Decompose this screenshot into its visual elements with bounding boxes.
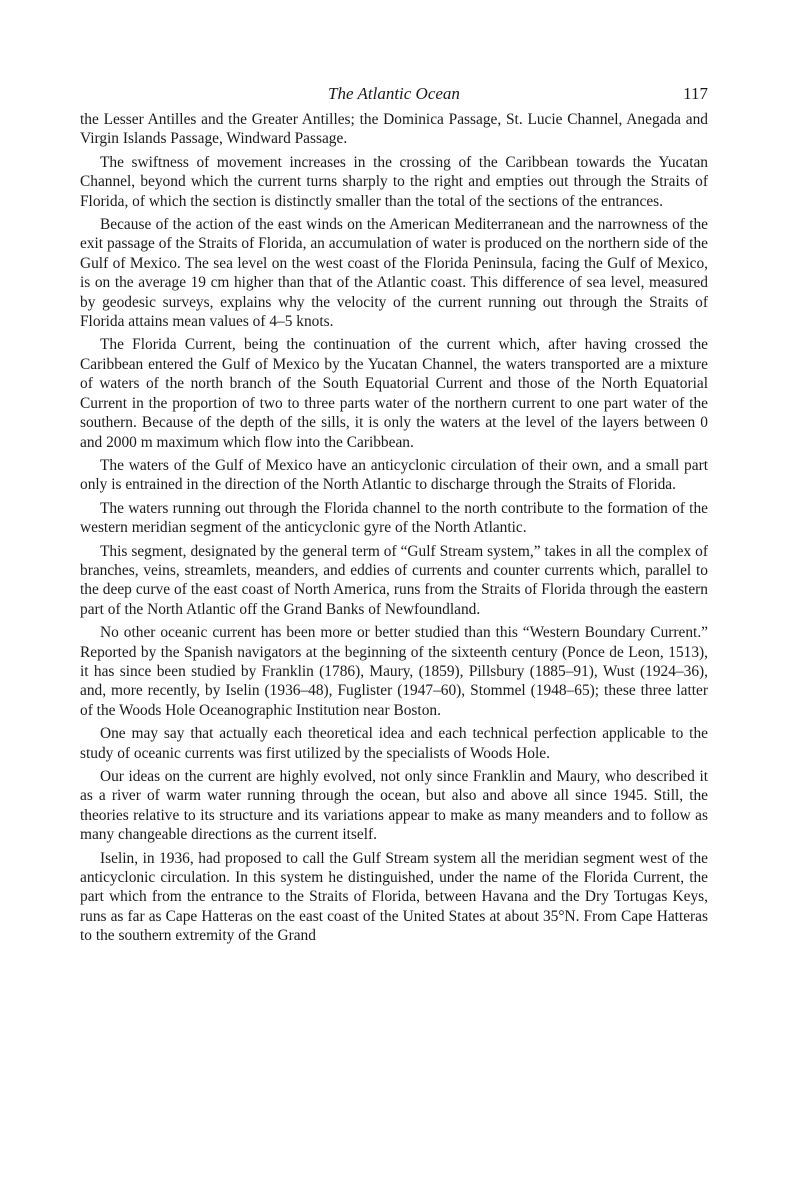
paragraph: Because of the action of the east winds on the American Mediterranean and the narrowness of the exit passage of the Straits of Florida, an accumulation of water is produced on the northern side of the Gulf of Mexico. The sea level on the west coast of the Florida Peninsula, facing the Gulf of Mexico, is on the average 19 cm higher than that of the Atlantic coast. This difference of sea level, measured by geodesic surveys, explains why the velocity of the current running out through the Straits of Florida attains mean values of 4–5 knots. [80,216,708,331]
paragraph: Our ideas on the current are highly evolved, not only since Franklin and Maury, who described it as a river of warm water running through the ocean, but also and above all since 1945. Still, the theories relative to its structure and its variations appear to make as many meanders and to follow as many changeable directions as the current itself. [80,768,708,844]
paragraph: No other oceanic current has been more or better studied than this “Western Boundary Current.” Reported by the Spanish navigators at the beginning of the sixteenth century (Ponce de Leon, 1513), it has since been studied by Franklin (1786), Maury, (1859), Pillsbury (1885–91), Wust (1924–36), and, more recently, by Iselin (1936–48), Fuglister (1947–60), Stommel (1948–65); these three latter of the Woods Hole Oceanographic Institution near Boston. [80,624,708,719]
paragraph: The Florida Current, being the continuation of the current which, after having crossed the Caribbean entered the Gulf of Mexico by the Yucatan Channel, the waters transported are a mixture of waters of the north branch of the South Equatorial Current and those of the North Equatorial Current in the proportion of two to three parts water of the northern current to one part water of the southern. Because of the depth of the sills, it is only the waters at the level of the layers between 0 and 2000 m maximum which flow into the Caribbean. [80,336,708,451]
book-page [80,84,708,950]
running-title: The Atlantic Ocean [328,84,460,103]
paragraph: This segment, designated by the general term of “Gulf Stream system,” takes in all the complex of branches, veins, streamlets, meanders, and eddies of currents and counter currents which, parallel to the deep curve of the east coast of North America, runs from the Straits of Florida through the eastern part of the North Atlantic off the Grand Banks of Newfoundland. [80,542,708,618]
paragraph: the Lesser Antilles and the Greater Antilles; the Dominica Passage, St. Lucie Channel, Anegada and Virgin Islands Passage, Windward Passage. [80,111,708,148]
paragraph: The waters of the Gulf of Mexico have an anticyclonic circulation of their own, and a small part only is entrained in the direction of the North Atlantic to discharge through the Straits of Florida. [80,456,708,494]
running-header [80,84,708,110]
paragraph: The waters running out through the Florida channel to the north contribute to the formation of the western meridian segment of the anticyclonic gyre of the North Atlantic. [80,499,708,537]
body-text [80,110,708,946]
paragraph: One may say that actually each theoretical idea and each technical perfection applicable to the study of oceanic currents was first utilized by the specialists of Woods Hole. [80,725,708,762]
paragraph: Iselin, in 1936, had proposed to call the Gulf Stream system all the meridian segment west of the anticyclonic circulation. In this system he distinguished, under the name of the Florida Current, the part which from the entrance to the Straits of Florida, between Havana and the Dry Tortugas Keys, runs as far as Cape Hatteras on the east coast of the United States at about 35°N. From Cape Hatteras to the southern extremity of the Grand [80,849,708,945]
paragraph: The swiftness of movement increases in the crossing of the Caribbean towards the Yucatan Channel, beyond which the current turns sharply to the right and empties out through the Straits of Florida, of which the section is distinctly smaller than the total of the sections of the entrances. [80,153,708,210]
page-number: 117 [683,84,708,103]
